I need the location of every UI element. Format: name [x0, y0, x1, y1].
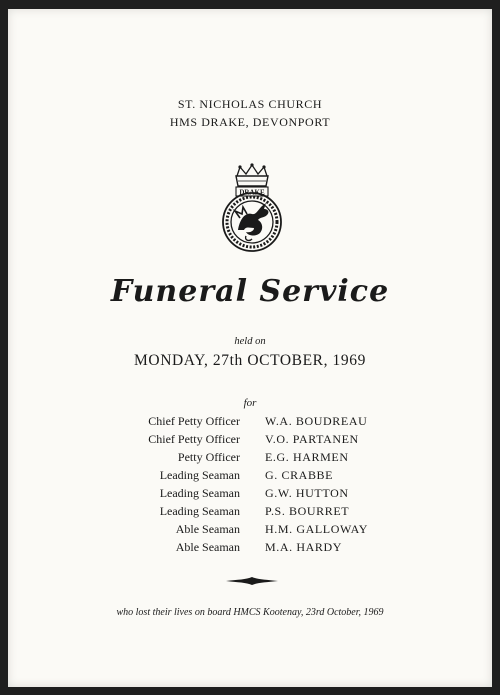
crew-row [8, 540, 492, 558]
crew-name: H.M. GALLOWAY [265, 522, 369, 536]
crew-rank: Chief Petty Officer [148, 414, 240, 428]
divider-ornament-icon [226, 576, 278, 586]
crew-name: V.O. PARTANEN [265, 432, 359, 446]
service-title: Funeral Service [110, 274, 390, 309]
crew-row [8, 414, 492, 432]
crew-rank: Petty Officer [177, 450, 240, 464]
crew-row [8, 486, 492, 504]
crew-name: G. CRABBE [265, 468, 334, 482]
crew-rank: Able Seaman [175, 522, 240, 536]
crew-rank: Chief Petty Officer [148, 432, 240, 446]
crew-rank: Able Seaman [175, 540, 240, 554]
crew-name: W.A. BOUDREAU [265, 414, 368, 428]
held-on-label: held on [234, 336, 266, 347]
crew-name: M.A. HARDY [265, 540, 343, 554]
church-name: ST. NICHOLAS CHURCH [177, 97, 323, 111]
crew-name: E.G. HARMEN [265, 450, 349, 464]
crew-row [8, 450, 492, 468]
service-date: MONDAY, 27th OCTOBER, 1969 [134, 352, 366, 369]
memorial-footer: who lost their lives on board HMCS Kootenay, 23rd October, 1969 [116, 607, 384, 618]
crew-rank: Leading Seaman [159, 504, 240, 518]
crew-row [8, 522, 492, 540]
for-label: for [243, 397, 257, 409]
crew-row [8, 504, 492, 522]
crew-row [8, 468, 492, 486]
church-location: HMS DRAKE, DEVONPORT [169, 115, 331, 129]
crew-name: P.S. BOURRET [265, 504, 350, 518]
ship-crest-icon [216, 162, 288, 254]
crew-rank: Leading Seaman [159, 486, 240, 500]
program-sheet [8, 9, 492, 687]
crew-row [8, 432, 492, 450]
crew-rank: Leading Seaman [159, 468, 240, 482]
crew-name: G.W. HUTTON [265, 486, 349, 500]
crest-name-label: DRAKE [239, 188, 265, 197]
